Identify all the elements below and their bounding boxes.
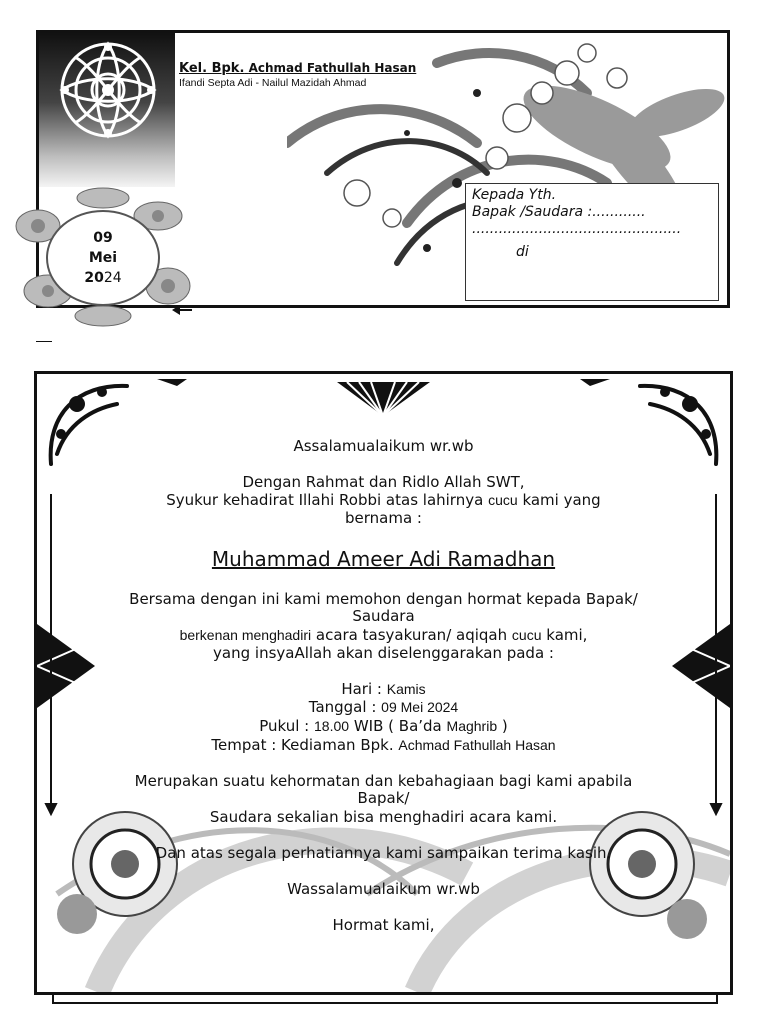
intro-line-1: Dengan Rahmat dan Ridlo Allah SWT, bbox=[242, 473, 525, 491]
request-line-3: berkenan menghadiri acara tasyakuran/ aqiqah cucu kami, bbox=[179, 626, 588, 644]
date-circle bbox=[46, 210, 160, 306]
arrow-left-icon bbox=[172, 305, 192, 315]
farewell-line: Wassalamualaikum wr.wb bbox=[287, 880, 480, 898]
recipient-line-1: Kepada Yth. bbox=[472, 187, 557, 203]
closing-line-3: Saudara sekalian bisa menghadiri acara kami. bbox=[209, 808, 558, 826]
envelope-family-title bbox=[179, 61, 416, 76]
regards-line: Hormat kami, bbox=[332, 916, 435, 934]
child-name: Muhammad Ameer Adi Ramadhan bbox=[211, 547, 556, 571]
recipient-line-3: ............................................... bbox=[472, 221, 682, 237]
event-day: Hari : Kamis bbox=[341, 680, 426, 698]
mandala-ornament-icon bbox=[43, 35, 173, 145]
recipient-line-2: Bapak /Saudara :............ bbox=[472, 204, 646, 220]
divider-dash bbox=[36, 341, 52, 342]
request-line-1: Bersama dengan ini kami memohon dengan hormat kepada Bapak/ bbox=[129, 590, 638, 608]
thanks-line: Dan atas segala perhatiannya kami sampaikan terima kasih. bbox=[155, 844, 612, 862]
recipient-line-4: di bbox=[516, 244, 529, 260]
request-line-4: yang insyaAllah akan diselenggarakan pada : bbox=[213, 644, 554, 662]
invitation-card bbox=[34, 371, 733, 995]
date-year: 2024 bbox=[84, 270, 122, 286]
family-name: Achmad Fathullah Hasan bbox=[248, 61, 417, 75]
date-badge bbox=[8, 186, 194, 328]
event-date: Tanggal : 09 Mei 2024 bbox=[308, 698, 459, 716]
greeting: Assalamualaikum wr.wb bbox=[293, 437, 474, 455]
closing-line-2: Bapak/ bbox=[357, 789, 410, 807]
date-month: Mei bbox=[88, 250, 118, 266]
children-names: Ifandi Septa Adi - Nailul Mazidah Ahmad bbox=[179, 77, 367, 89]
mandala-ornament-panel bbox=[39, 33, 175, 187]
event-place: Tempat : Kediaman Bpk. Achmad Fathullah Hasan bbox=[211, 736, 556, 754]
intro-line-2: Syukur kehadirat Illahi Robbi atas lahirnya cucu kami yang bbox=[166, 491, 601, 509]
event-time: Pukul : 18.00 WIB ( Ba’da Maghrib ) bbox=[259, 717, 508, 735]
recipient-address-box bbox=[465, 183, 719, 301]
family-prefix: Kel. Bpk. bbox=[179, 61, 245, 76]
request-line-2: Saudara bbox=[352, 607, 415, 625]
intro-line-3: bernama : bbox=[345, 509, 422, 527]
date-day: 09 bbox=[93, 230, 113, 246]
closing-line-1: Merupakan suatu kehormatan dan kebahagiaan bagi kami apabila bbox=[134, 772, 633, 790]
